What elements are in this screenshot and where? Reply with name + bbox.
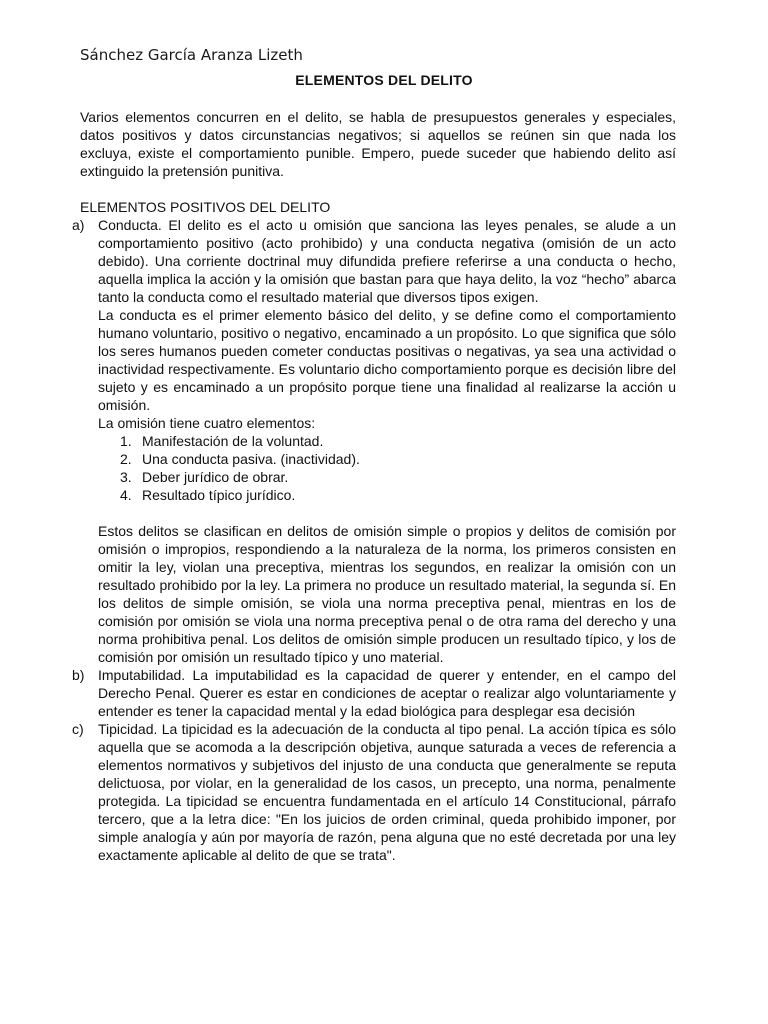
intro-paragraph: Varios elementos concurren en el delito, se habla de presupuestos generales y especiales, datos positivos y datos circunstancias negativos; si aquellos se reúnen sin que nada los excluya, existe el comportamiento punible. Empero, puede suceder que habiendo delito así extinguido la pretensión punitiva. (80, 109, 676, 179)
conducta-paragraph-2: La conducta es el primer elemento básico del delito, y se define como el comportamiento humano voluntario, positivo o negativo, encaminado a un propósito. Lo que significa que sólo los seres humanos pueden cometer conductas positivas o negativas, ya sea una actividad o inactividad respectivamente. Es voluntario dicho comportamiento porque es decisión libre del sujeto y es encaminado a un propósito porque tiene una finalidad al realizarse la acción u omisión. (98, 307, 676, 413)
document-title: ELEMENTOS DEL DELITO (295, 72, 473, 88)
list-marker: b) (72, 667, 85, 683)
list-item-b (72, 666, 676, 720)
section-heading: ELEMENTOS POSITIVOS DEL DELITO (80, 199, 331, 215)
elements-list (72, 216, 676, 864)
omission-elements-list (98, 432, 676, 504)
omission-intro: La omisión tiene cuatro elementos: (98, 415, 316, 431)
omission-classification-paragraph: Estos delitos se clasifican en delitos de omisión simple o propios y delitos de comisión por omisión o impropios, respondiendo a la naturaleza de la norma, los primeros consisten en omitir la ley, violan una preceptiva, mientras los segundos, en realizar la omisión con un resultado prohibido por la ley. La primera no produce un resultado material, la segunda sí. En los delitos de simple omisión, se viola una norma preceptiva penal, mientras en los de comisión por omisión se viola una norma preceptiva penal o de otra rama del derecho y una norma prohibitiva penal. Los delitos de omisión simple producen un resultado típico, y los de comisión por omisión un resultado típico y uno material. (98, 523, 676, 665)
tipicidad-paragraph: Tipicidad. La tipicidad es la adecuación de la conducta al tipo penal. La acción típica es sólo aquella que se acomoda a la descripción objetiva, aunque saturada a veces de referencia a elementos normativos y subjetivos del injusto de una conducta que generalmente se reputa delictuosa, por violar, en la generalidad de los casos, un precepto, una norma, penalmente protegida. La tipicidad se encuentra fundamentada en el artículo 14 Constitucional, párrafo tercero, que a la letra dice: "En los juicios de orden criminal, queda prohibido imponer, por simple analogía y aún por mayoría de razón, pena alguna que no esté decretada por una ley exactamente aplicable al delito de que se trata". (98, 721, 676, 863)
author-name: Sánchez García Aranza Lizeth (80, 46, 303, 64)
imputabilidad-paragraph: Imputabilidad. La imputabilidad es la capacidad de querer y entender, en el campo del Derecho Penal. Querer es estar en condiciones de aceptar o realizar algo voluntariamente y entender es tener la capacidad mental y la edad biológica para desplegar esa decisión (98, 667, 676, 719)
list-item-c (72, 720, 676, 864)
list-item: 3. Deber jurídico de obrar. (120, 469, 289, 485)
list-item: 2. Una conducta pasiva. (inactividad). (120, 451, 360, 467)
list-item-a (72, 216, 676, 666)
conducta-paragraph-1: Conducta. El delito es el acto u omisión que sanciona las leyes penales, se alude a un comportamiento positivo (acto prohibido) y una conducta negativa (omisión de un acto debido). Una corriente doctrinal muy difundida prefiere referirse a una conducta o hecho, aquella implica la acción y la omisión que bastan para que haya delito, la voz “hecho” abarca tanto la conducta como el resultado material que diversos tipos exigen. (98, 217, 676, 305)
document-body (72, 108, 676, 864)
list-marker: a) (72, 217, 85, 233)
list-item: 1. Manifestación de la voluntad. (120, 433, 324, 449)
list-item: 4. Resultado típico jurídico. (120, 487, 296, 503)
list-marker: c) (72, 721, 84, 737)
